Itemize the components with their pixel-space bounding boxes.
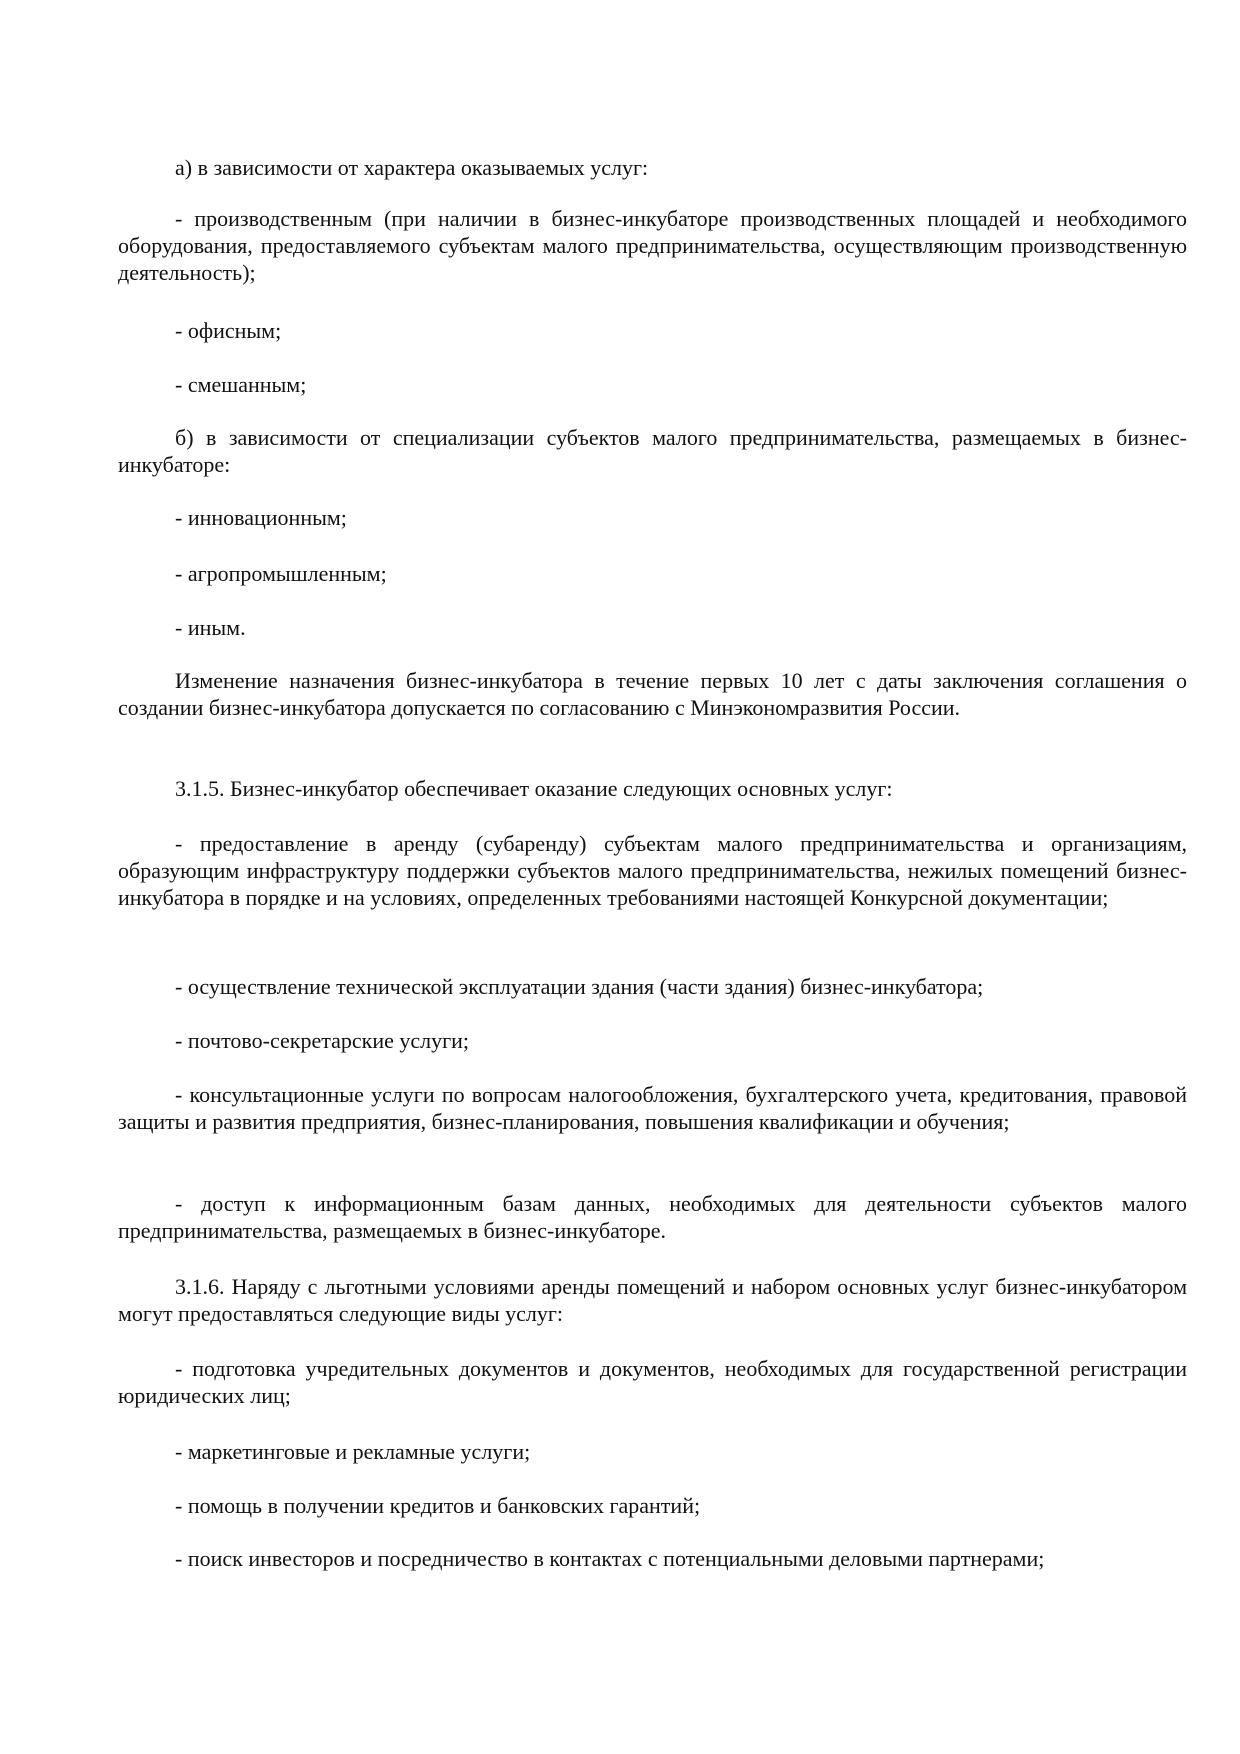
paragraph: Изменение назначения бизнес-инкубатора в течение первых 10 лет с даты заключения соглашения о создании бизнес-инкубатора допускается по согласованию с Минэкономразвития России. [118,668,1187,720]
paragraph: - иным. [175,615,246,640]
section-heading: 3.1.5. Бизнес-инкубатор обеспечивает оказание следующих основных услуг: [175,776,893,801]
paragraph: - офисным; [175,318,282,343]
paragraph: - консультационные услуги по вопросам налогообложения, бухгалтерского учета, кредитования, правовой защиты и развития предприятия, бизнес-планирования, повышения квалификации и обучения; [118,1082,1187,1134]
paragraph: - инновационным; [175,505,347,530]
paragraph: - помощь в получении кредитов и банковских гарантий; [175,1493,701,1518]
paragraph: - поиск инвесторов и посредничество в контактах с потенциальными деловыми партнерами; [175,1546,1045,1571]
paragraph: - маркетинговые и рекламные услуги; [175,1439,531,1464]
paragraph: - агропромышленным; [175,561,387,586]
paragraph: а) в зависимости от характера оказываемых услуг: [175,155,649,180]
section-heading: 3.1.6. Наряду с льготными условиями аренды помещений и набором основных услуг бизнес-инкубатором могут предоставляться следующие виды услуг: [118,1274,1187,1326]
paragraph: - почтово-секретарские услуги; [175,1028,470,1053]
paragraph: - производственным (при наличии в бизнес-инкубаторе производственных площадей и необходимого оборудования, предоставляемого субъектам малого предпринимательства, осуществляющим производственную деятельность); [118,206,1187,285]
paragraph: б) в зависимости от специализации субъектов малого предпринимательства, размещаемых в бизнес-инкубаторе: [118,425,1187,477]
paragraph: - подготовка учредительных документов и документов, необходимых для государственной регистрации юридических лиц; [118,1356,1187,1408]
paragraph: - смешанным; [175,372,307,397]
paragraph: - доступ к информационным базам данных, необходимых для деятельности субъектов малого предпринимательства, размещаемых в бизнес-инкубаторе. [118,1191,1187,1243]
paragraph: - осуществление технической эксплуатации здания (части здания) бизнес-инкубатора; [175,974,984,999]
paragraph: - предоставление в аренду (субаренду) субъектам малого предпринимательства и организациям, образующим инфраструктуру поддержки субъектов малого предпринимательства, нежилых помещений бизнес-инкубатора в порядке и на условиях, определенных требованиями настоящей Конкурсной документации; [118,831,1187,910]
